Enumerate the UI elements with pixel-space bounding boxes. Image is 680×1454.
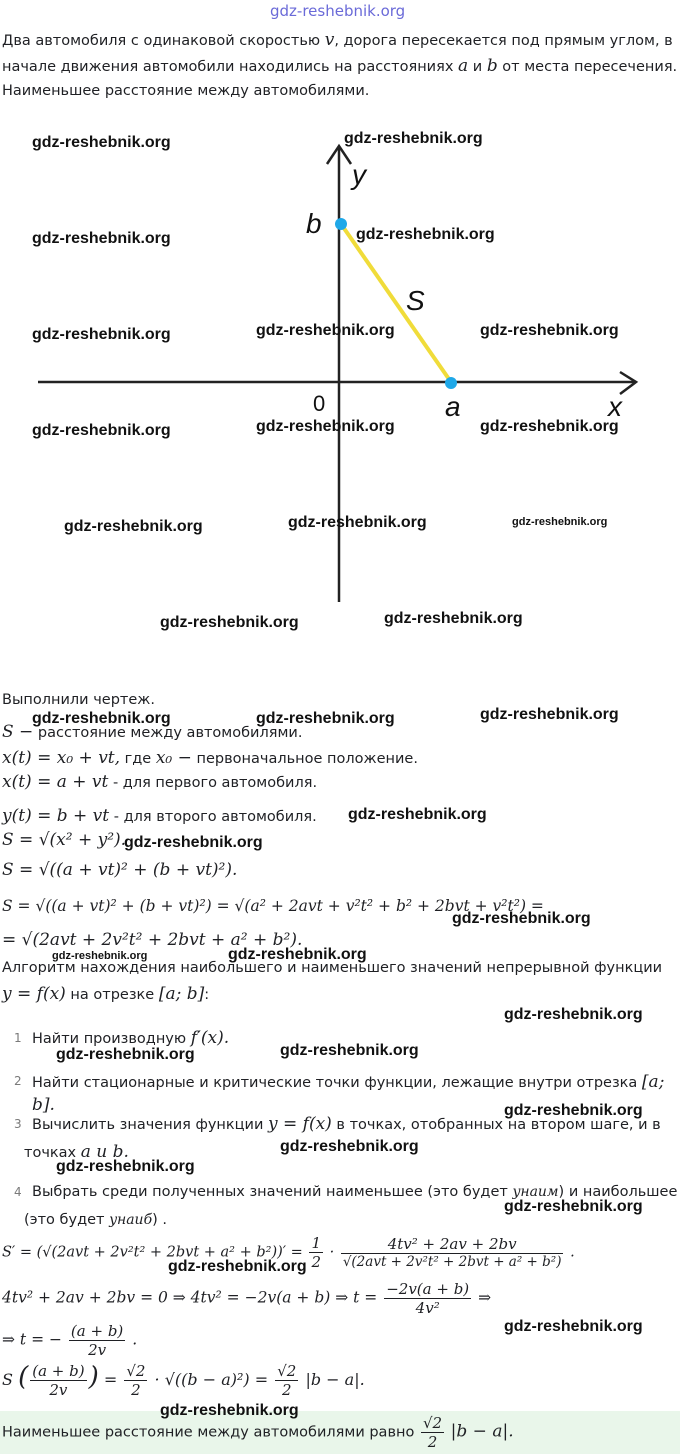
math: S — [2, 1370, 13, 1389]
watermark: gdz-reshebnik.org — [32, 422, 171, 439]
text: где — [120, 751, 156, 767]
distance-formula-2: S = √((a + vt)² + (b + vt)²). — [2, 860, 238, 880]
watermark: gdz-reshebnik.org — [504, 1006, 643, 1023]
watermark: gdz-reshebnik.org — [256, 710, 395, 727]
math: x(t) = a + vt — [2, 772, 109, 792]
denominator: 2 — [282, 1381, 292, 1399]
numerator: 4tv² + 2av + 2bv — [341, 1235, 564, 1254]
intro-text: , дорога пересекается под прямым углом, в — [334, 33, 673, 49]
watermark: gdz-reshebnik.org — [348, 806, 487, 823]
point-b — [335, 218, 347, 230]
paren: ) — [88, 1362, 99, 1392]
intro-var-v: v — [324, 30, 335, 50]
label-s: S — [406, 285, 425, 316]
math: y(t) = b + vt — [2, 806, 110, 826]
denominator: 2 — [131, 1381, 141, 1399]
watermark: gdz-reshebnik.org — [168, 1258, 307, 1275]
watermark: gdz-reshebnik.org — [480, 322, 619, 339]
math: [a; b]. — [32, 1072, 665, 1115]
math: ⇒ t = − — [2, 1330, 62, 1349]
math: [a; b] — [158, 984, 205, 1004]
watermark: gdz-reshebnik.org — [160, 1402, 299, 1419]
distance-formula-3: S = √((a + vt)² + (b + vt)²) = √(a² + 2avt + v²t² + b² + 2bvt + v²t²) = — [2, 897, 544, 915]
watermark: gdz-reshebnik.org — [32, 710, 171, 727]
step-number: 1 — [14, 1031, 22, 1045]
fraction — [69, 1322, 125, 1359]
watermark: gdz-reshebnik.org — [344, 130, 483, 147]
math: yнаим — [512, 1184, 559, 1200]
fraction-half — [309, 1234, 323, 1271]
text: в точках, отобранных на втором шаге, и в — [331, 1117, 661, 1133]
watermark: gdz-reshebnik.org — [56, 1046, 195, 1063]
critical-point-line — [2, 1280, 491, 1317]
problem-statement-line-2 — [2, 56, 677, 77]
text: Выбрать среди полученных значений наименьшее (это будет — [32, 1184, 513, 1200]
watermark: gdz-reshebnik.org — [160, 614, 299, 631]
watermark: gdz-reshebnik.org — [32, 326, 171, 343]
math: . — [570, 1244, 575, 1261]
x-general-formula — [2, 748, 418, 769]
math: . — [132, 1330, 138, 1349]
watermark: gdz-reshebnik.org — [256, 322, 395, 339]
numerator: (a + b) — [32, 1362, 85, 1380]
math: S′ = (√(2avt + 2v²t² + 2bvt + a² + b²))′ = — [2, 1244, 303, 1261]
label-a: a — [445, 391, 461, 422]
paren: ( — [18, 1362, 29, 1392]
watermark: gdz-reshebnik.org — [56, 1158, 195, 1175]
x-first-car — [2, 772, 317, 793]
intro-var-b: b — [486, 56, 498, 76]
math: x(t) = x₀ + vt, — [2, 748, 121, 768]
text: - для первого автомобиля. — [108, 775, 318, 791]
watermark: gdz-reshebnik.org — [512, 516, 608, 528]
label-b: b — [306, 208, 322, 239]
math: a и b. — [80, 1142, 129, 1162]
denominator: 2 — [427, 1433, 438, 1451]
problem-statement-line-3: Наименьшее расстояние между автомобилями. — [2, 83, 370, 99]
watermark: gdz-reshebnik.org — [504, 1102, 643, 1119]
denominator: 2v — [49, 1381, 68, 1399]
math: · — [329, 1244, 335, 1261]
denominator: 4v² — [415, 1299, 440, 1317]
distance-segment — [341, 224, 451, 382]
watermark: gdz-reshebnik.org — [480, 706, 619, 723]
site-link[interactable]: gdz-reshebnik.org — [270, 2, 406, 20]
label-origin: 0 — [313, 391, 326, 416]
denominator: 2v — [88, 1341, 107, 1359]
watermark: gdz-reshebnik.org — [52, 950, 148, 962]
min-distance-line — [2, 1362, 365, 1399]
fraction — [30, 1362, 86, 1399]
watermark: gdz-reshebnik.org — [452, 910, 591, 927]
intro-text: и — [468, 59, 487, 75]
answer-text: Наименьшее расстояние между автомобилями равно — [2, 1424, 419, 1441]
math: S − — [2, 722, 34, 742]
fraction — [275, 1362, 298, 1399]
numerator: −2v(a + b) — [386, 1280, 470, 1298]
text: первоначальное положение. — [191, 751, 418, 767]
intro-text: начале движения автомобили находились на расстояниях — [2, 59, 459, 75]
label-x: x — [608, 391, 622, 422]
watermark: gdz-reshebnik.org — [288, 514, 427, 531]
step-4-cont — [24, 1209, 167, 1231]
intro-text: Два автомобиля с одинаковой скоростью — [2, 33, 325, 49]
intro-text: от места пересечения. — [497, 59, 678, 75]
denominator: √(2avt + 2v²t² + 2bvt + a² + b²) — [342, 1254, 562, 1270]
fraction — [384, 1280, 471, 1317]
derivative-fraction — [341, 1235, 564, 1270]
numerator: √2 — [126, 1362, 146, 1380]
math: 4tv² + 2av + 2bv = 0 ⇒ 4tv² = −2v(a + b) ⇒ t = — [2, 1288, 378, 1307]
coordinate-diagram — [0, 120, 680, 620]
watermark: gdz-reshebnik.org — [32, 230, 171, 247]
watermark: gdz-reshebnik.org — [32, 134, 171, 151]
t-value-line — [2, 1322, 137, 1359]
math: yнаиб — [109, 1212, 153, 1228]
step-number: 3 — [14, 1117, 22, 1131]
text: ) . — [152, 1212, 168, 1228]
numerator: 1 — [311, 1234, 321, 1252]
text: - для второго автомобиля. — [109, 809, 317, 825]
label-y: y — [352, 159, 366, 190]
watermark: gdz-reshebnik.org — [64, 518, 203, 535]
text: Вычислить значения функции — [32, 1117, 268, 1133]
watermark: gdz-reshebnik.org — [280, 1138, 419, 1155]
distance-formula-1: S = √(x² + y²). — [2, 830, 127, 850]
watermark: gdz-reshebnik.org — [280, 1042, 419, 1059]
math: y = f(x) — [2, 984, 66, 1004]
watermark: gdz-reshebnik.org — [356, 226, 495, 243]
algorithm-title-2 — [2, 984, 209, 1005]
numerator: √2 — [277, 1362, 297, 1380]
math: |b − a|. — [305, 1370, 365, 1389]
answer-math: |b − a|. — [450, 1421, 514, 1442]
math: = — [103, 1370, 118, 1389]
watermark: gdz-reshebnik.org — [504, 1318, 643, 1335]
step-number: 2 — [14, 1074, 22, 1088]
text: расстояние между автомобилями. — [33, 725, 303, 741]
denominator: 2 — [311, 1253, 321, 1271]
algorithm-title: Алгоритм нахождения наибольшего и наименьшего значений непрерывной функции — [2, 960, 663, 976]
numerator: (a + b) — [70, 1322, 124, 1340]
watermark: gdz-reshebnik.org — [480, 418, 619, 435]
step-number: 4 — [14, 1185, 22, 1199]
watermark: gdz-reshebnik.org — [256, 418, 395, 435]
fraction — [124, 1362, 147, 1399]
text: ) и наибольшее — [558, 1184, 678, 1200]
text: точках — [24, 1145, 81, 1161]
numerator: √2 — [422, 1414, 443, 1432]
drawing-done-text: Выполнили чертеж. — [2, 692, 155, 708]
text: : — [204, 987, 210, 1003]
y-second-car — [2, 806, 317, 827]
text: Найти стационарные и критические точки функции, лежащие внутри отрезка — [32, 1075, 642, 1091]
text: (это будет — [24, 1212, 110, 1228]
answer-fraction — [421, 1414, 444, 1451]
math: x₀ − — [155, 748, 192, 768]
problem-statement-line-1 — [2, 30, 673, 51]
watermark: gdz-reshebnik.org — [124, 834, 263, 851]
math: ⇒ — [478, 1288, 492, 1307]
math: · √((b − a)²) = — [154, 1370, 269, 1389]
text: Найти производную — [32, 1031, 191, 1047]
distance-formula-4: = √(2avt + 2v²t² + 2bvt + a² + b²). — [2, 930, 303, 950]
intro-var-a: a — [458, 56, 469, 76]
math: y = f(x) — [268, 1114, 332, 1134]
watermark: gdz-reshebnik.org — [384, 610, 523, 627]
watermark: gdz-reshebnik.org — [228, 946, 367, 963]
point-a — [445, 377, 457, 389]
math: f′(x). — [190, 1028, 230, 1048]
text: на отрезке — [65, 987, 159, 1003]
watermark: gdz-reshebnik.org — [504, 1198, 643, 1215]
